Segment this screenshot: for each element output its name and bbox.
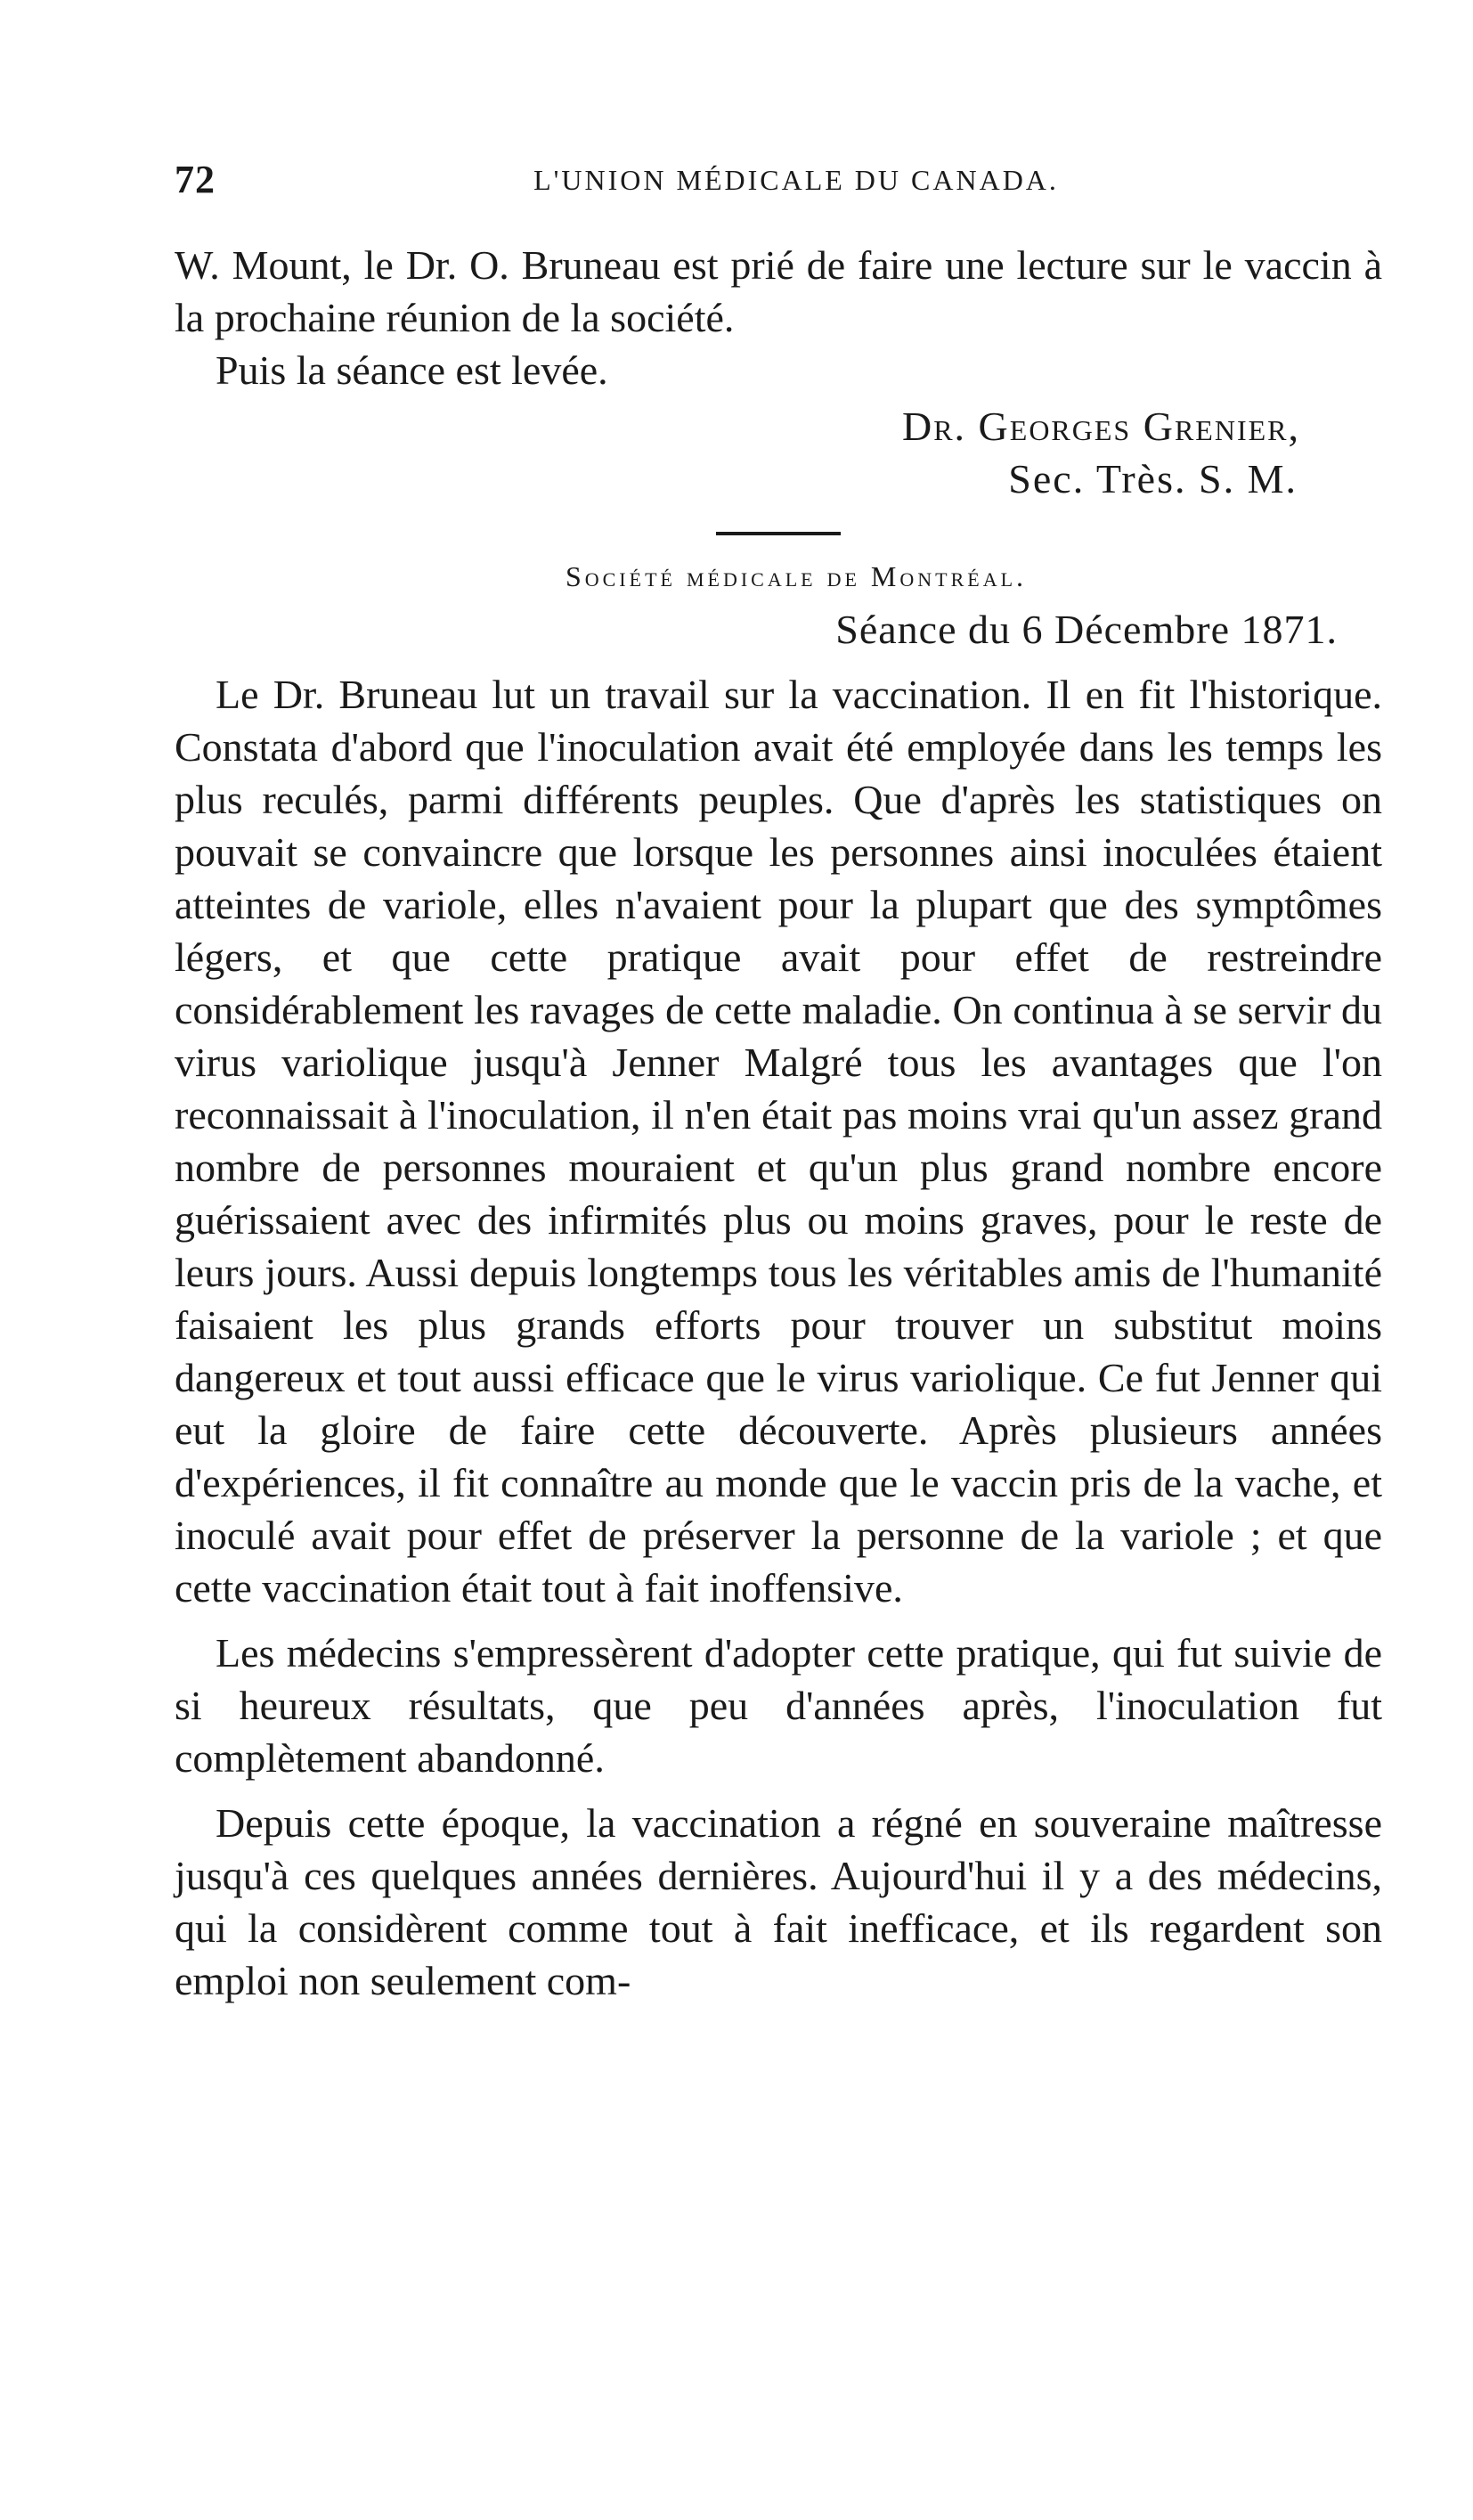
paragraph: Les médecins s'empressèrent d'adopter cette pratique, qui fut suivie de si heureux résultats, que peu d'années après, l'inoculation fut complètement abandonné. xyxy=(175,1630,1382,1781)
minutes-closing: Puis la séance est levée. xyxy=(216,347,608,393)
society-heading: Société médicale de Montréal. xyxy=(565,560,1028,592)
paragraph: Depuis cette époque, la vaccination a régné en souveraine maîtresse jusqu'à ces quelques années dernières. Aujourd'hui il y a des médecins, qui la considèrent comme tout à fait inefficace, et ils regardent son emploi non seulement com- xyxy=(175,1800,1382,2003)
session-date: Séance du 6 Décembre 1871. xyxy=(835,607,1338,652)
page-header xyxy=(175,157,1382,210)
signature-title: Sec. Très. S. M. xyxy=(1008,456,1298,502)
page-number: 72 xyxy=(175,158,216,201)
running-title: L'UNION MÉDICALE DU CANADA. xyxy=(533,164,1059,196)
signature-name: Dr. Georges Grenier, xyxy=(901,404,1300,449)
section-divider xyxy=(716,532,841,535)
paragraph: Le Dr. Bruneau lut un travail sur la vaccination. Il en fit l'historique. Constata d'abord que l'inoculation avait été employée dans les temps les plus reculés, parmi différents peuples. Que d'après les statistiques on pouvait se convaincre que lorsque les personnes ainsi inoculées étaient atteintes de variole, elles n'avaient pour la plupart que des symptômes légers, et que cette pratique avait pour effet de restreindre considérablement les ravages de cette maladie. On continua à se servir du virus variolique jusqu'à Jenner Malgré tous les avantages que l'on reconnaissait à l'inoculation, il n'en était pas moins vrai qu'un assez grand nombre de personnes mouraient et qu'un plus grand nombre encore guérissaient avec des infirmités plus ou moins graves, pour le reste de leurs jours. Aussi depuis longtemps tous les véritables amis de l'humanité faisaient les plus grands efforts pour trouver un substitut moins dangereux et tout aussi efficace que le virus variolique. Ce fut Jenner qui eut la gloire de faire cette découverte. Après plusieurs années d'expériences, il fit connaître au monde que le vaccin pris de la vache, et inoculé avait pour effet de préserver la personne de la variole ; et que cette vaccination était tout à fait inoffensive. xyxy=(175,672,1382,1611)
page-body xyxy=(175,239,1382,2007)
minutes-continuation: W. Mount, le Dr. O. Bruneau est prié de faire une lecture sur le vaccin à la prochaine réunion de la société. xyxy=(175,242,1382,340)
